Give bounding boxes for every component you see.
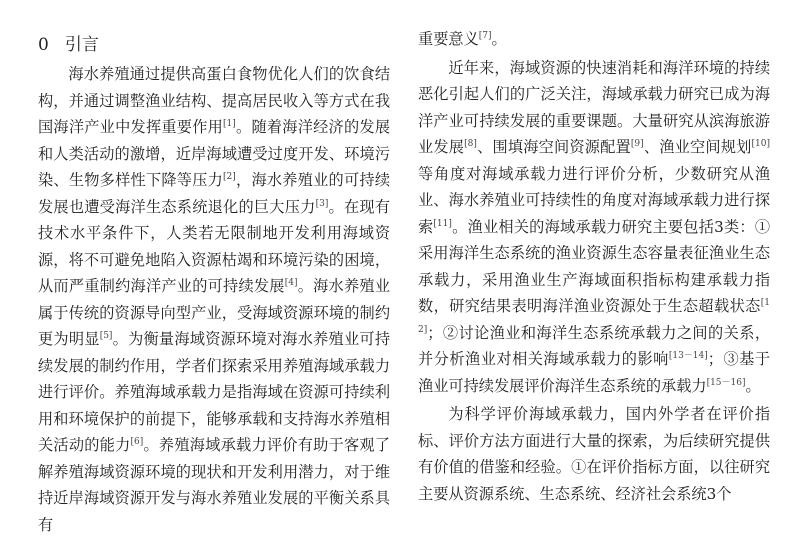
paragraph-text: 。随着海洋经济的发展和人类活动的激增，近岸海域遭受过度开发、环境污染、生物多样性下降等压力 <box>38 118 391 189</box>
body-paragraph <box>418 55 770 400</box>
paragraph-text: ；②讨论渔业和海洋生态系统承载力之间的关系，并分析渔业对相关海域承载力的影响 <box>418 323 770 368</box>
paragraph-text: 。 <box>745 376 761 395</box>
paragraph-text: 重要意义 <box>418 30 479 48</box>
left-column <box>38 30 390 538</box>
citation-ref: [15－16] <box>706 377 746 388</box>
section-title: 引言 <box>64 35 99 55</box>
paragraph-text: 。为衡量海域资源环境对海水养殖业可持续发展的制约作用，学者们探索采用养殖海域承载力进行评价。养殖海域承载力是指海域在资源可持续利用和环境保护的前提下，能够承载和支持海水养殖相关活动的能力 <box>38 330 391 454</box>
body-paragraph <box>38 61 390 538</box>
citation-ref: [10] <box>751 138 771 149</box>
citation-ref: [3] <box>315 198 329 209</box>
citation-ref: [8] <box>464 138 477 149</box>
citation-ref: [12] <box>418 297 770 335</box>
citation-ref: [6] <box>130 436 144 447</box>
citation-ref: [7] <box>478 30 492 41</box>
citation-ref: [4] <box>284 277 298 288</box>
citation-ref: [1] <box>223 118 236 129</box>
citation-ref: [9] <box>630 138 644 149</box>
paragraph-text: 。 <box>491 30 507 48</box>
paragraph-text: 。在现有技术水平条件下，人类若无限制地开发利用海域资源，将不可避免地陷入资源枯竭和环境污染的困境，从而严重制约海洋产业的可持续发展 <box>38 197 391 295</box>
paragraph-text: 等角度对海域承载力进行评价分析，少数研究从渔业、海水养殖业可持续性的角度对海域承载力进行探索 <box>418 164 770 236</box>
citation-ref: [13－14] <box>668 350 708 361</box>
paragraph-text: 为科学评价海域承载力，国内外学者在评价指标、评价方法方面进行大量的探索，为后续研究提供有价值的借鉴和经验。①在评价指标方面，以往研究主要从资源系统、生态系统、经济社会系统3个 <box>418 405 770 503</box>
paragraph-text: ；③基于渔业可持续发展评价海洋生态系统的承载力 <box>418 350 771 395</box>
right-column <box>418 26 770 507</box>
paragraph-text: ，海水养殖业的可持续发展也遭受海洋生态系统退化的巨大压力 <box>38 171 391 216</box>
paragraph-text: 、渔业空间规划 <box>643 138 752 156</box>
body-paragraph <box>418 401 770 507</box>
paragraph-text: 。渔业相关的海域承载力研究主要包括3类：①采用海洋生态系统的渔业资源生态容量表征渔业生态承载力，采用渔业生产海域面积指标构建承载力指数，研究结果表明海洋渔业资源处于生态超载状态 <box>418 217 771 315</box>
section-heading <box>38 30 390 60</box>
citation-ref: [2] <box>223 171 236 182</box>
citation-ref: [11] <box>433 218 452 229</box>
paragraph-text: 。海水养殖业属于传统的资源导向型产业，受海域资源环境的制约更为明显 <box>38 277 391 348</box>
section-number: 0 <box>38 35 49 55</box>
paragraph-text: 、围填海空间资源配置 <box>476 138 631 156</box>
body-paragraph <box>418 26 770 53</box>
paragraph-text: 。养殖海域承载力评价有助于客观了解养殖海域资源环境的现状和开发利用潜力，对于维持近岸海域资源开发与海水养殖业发展的平衡关系具有 <box>38 436 391 534</box>
paragraph-text: 海水养殖通过提供高蛋白食物优化人们的饮食结构，并通过调整渔业结构、提高居民收入等方式在我国海洋产业中发挥重要作用 <box>38 65 390 136</box>
paragraph-text: 近年来，海域资源的快速消耗和海洋环境的持续恶化引起人们的广泛关注，海域承载力研究已成为海洋产业可持续发展的重要课题。大量研究从滨海旅游业发展 <box>418 58 770 156</box>
citation-ref: [5] <box>99 330 113 341</box>
